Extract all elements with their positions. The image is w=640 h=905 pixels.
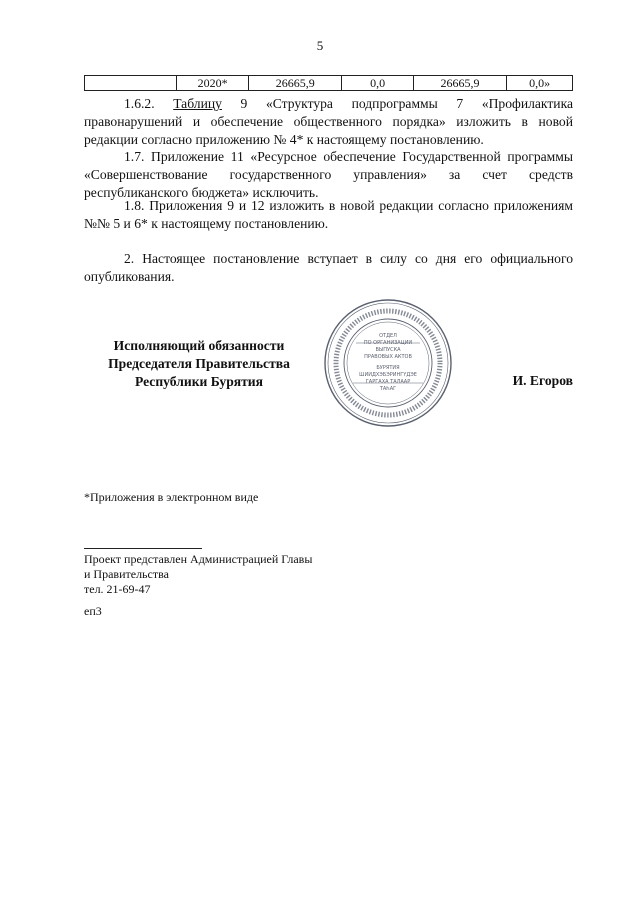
table-link[interactable]: Таблицу: [173, 96, 222, 111]
paragraph-1-7: 1.7. Приложение 11 «Ресурсное обеспечение Государственной программы «Совершенствование государственного управления» за счет средств республиканского бюджета» исключить.: [84, 149, 573, 200]
contact-line: Проект представлен Администрацией Главы: [84, 552, 313, 566]
seal-text: ПО ОРГАНИЗАЦИИ: [363, 340, 413, 346]
page-number: 5: [316, 38, 324, 53]
document-code: еп3: [84, 604, 102, 618]
signatory-name: И. Егоров: [512, 373, 573, 388]
paragraph-2: 2. Настоящее постановление вступает в силу со дня его официального опубликования.: [84, 251, 573, 284]
seal-text: ВЫПУСКА: [375, 347, 401, 353]
paragraph-1-6-2: [84, 95, 573, 149]
signatory-title-line: Председателя Правительства: [108, 356, 290, 371]
table-cell-year: 2020*: [177, 76, 249, 91]
signatory-title-line: Исполняющий обязанности: [113, 338, 285, 353]
table-cell-federal: 0,0: [342, 76, 413, 91]
contact-block: [84, 552, 312, 597]
table-cell-other: 0,0»: [507, 76, 573, 91]
seal-text: ТАҺАГ: [379, 386, 397, 392]
table-row: [85, 76, 573, 91]
appendix-footnote: *Приложения в электронном виде: [84, 490, 259, 504]
paragraph-text: 9 «Структура подпрограммы 7 «Профилактика правонарушений и обеспечение общественного порядка» изложить в новой редакции согласно приложению № 4* к настоящему постановлению.: [84, 96, 573, 147]
footer-divider: [84, 548, 202, 549]
table-cell: [85, 76, 177, 91]
table-cell-regional: 26665,9: [413, 76, 506, 91]
paragraph-1-8: 1.8. Приложения 9 и 12 изложить в новой редакции согласно приложениям №№ 5 и 6* к настоящему постановлению.: [84, 198, 573, 231]
seal-text: ГАРГАХА ТАЛААР: [365, 379, 411, 385]
seal-text: ПРАВОВЫХ АКТОВ: [364, 354, 412, 360]
seal-text: ОТДЕЛ: [379, 333, 397, 339]
contact-line: и Правительства: [84, 567, 169, 581]
official-seal-stamp: [322, 297, 454, 429]
seal-text: ШИИДХЭБЭРИНГҮДЭЕ: [359, 372, 417, 378]
contact-phone: тел. 21-69-47: [84, 582, 151, 596]
signatory-title: [84, 337, 314, 391]
table-cell-total: 26665,9: [249, 76, 342, 91]
paragraph-number: 1.6.2.: [124, 96, 174, 111]
seal-text: БУРЯТИЯ: [376, 365, 400, 371]
table-continuation: [84, 75, 573, 91]
signatory-title-line: Республики Бурятия: [134, 374, 263, 389]
